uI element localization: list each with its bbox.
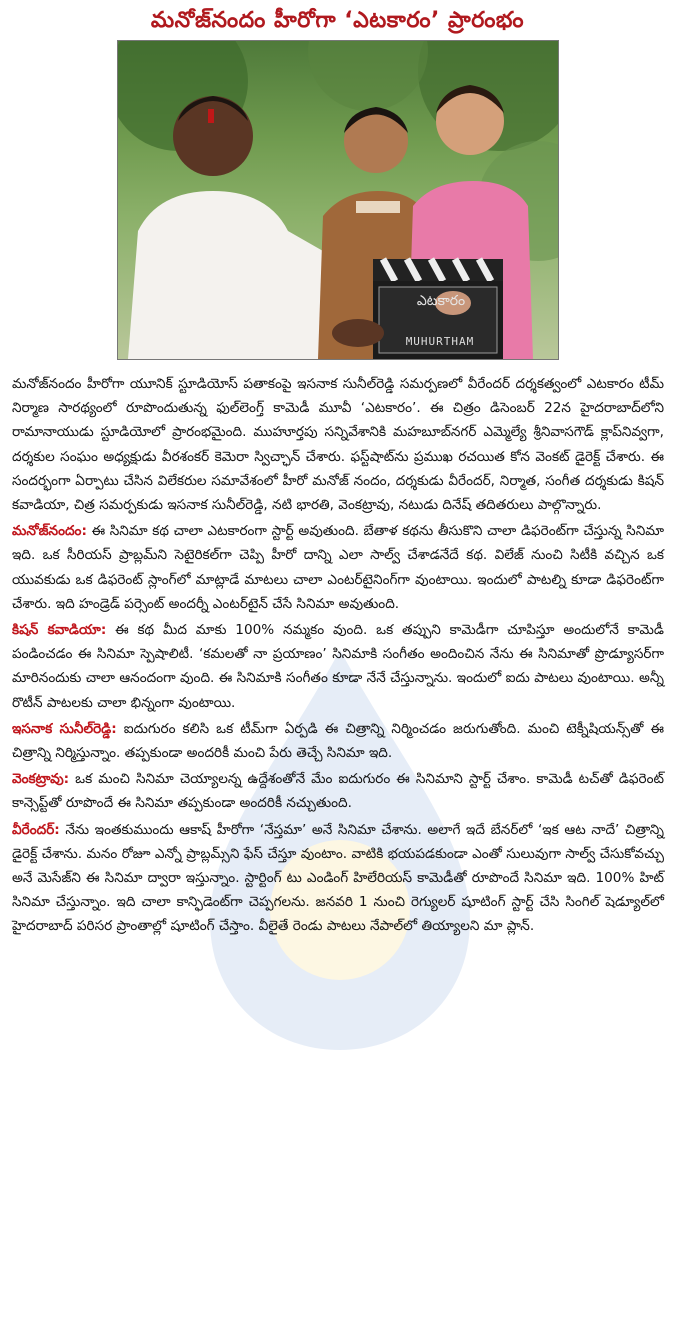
quote-paragraph (12, 767, 664, 815)
quote-text: నేను ఇంతకుముందు ఆకాష్ హీరోగా ‘నేస్తమా’ అనే సినిమా చేశాను. అలాగే ఇదే బేనర్‌లో ‘ఇక ఆట నాదే’ చిత్రాన్ని డైరెక్ట్ చేశాను. మనం రోజూ ఎన్నో ప్రాబ్లమ్స్‌ని ఫేస్ చేస్తూ వుంటాం. వాటికి భయపడకుండా ఎంతో సులువుగా సాల్వ్ చేసుకోవచ్చు అనే మెసేజ్‌ని ఈ సినిమా ద్వారా ఇస్తున్నాం. స్టార్టింగ్ టు ఎండింగ్ హిలేరియస్ కామెడీతో రూపొందే సినిమా ఇది. 100% హిట్ సినిమా చేస్తున్నాం. ఇది చాలా కాన్ఫిడెంట్‌గా చెప్పగలను. జనవరి 1 నుంచి రెగ్యులర్ షూటింగ్ స్టార్ట్ చేసి సింగిల్ షెడ్యూల్‌లో హైదరాబాద్ పరిసర ప్రాంతాల్లో షూటింగ్ చేస్తాం. వీలైతే రెండు పాటలు నేపాల్‌లో తియ్యాలని మా ప్లాన్. (12, 821, 664, 935)
quote-paragraph (12, 519, 664, 616)
speaker-name: ఇసనాక సునీల్‌రెడ్డి: (12, 720, 117, 737)
quote-text: ఒక మంచి సినిమా చెయ్యాలన్న ఉద్దేశంతోనే మేం ఐదుగురం ఈ సినిమాని స్టార్ట్ చేశాం. కామెడీ టచ్‌తో డిఫరెంట్ కాన్సెప్ట్‌తో రూపొందే ఈ సినిమా తప్పకుండా అందరికీ నచ్చుతుంది. (12, 771, 664, 812)
speaker-name: వీరేందర్: (12, 821, 60, 838)
quote-paragraph (12, 818, 664, 939)
quote-paragraph (12, 717, 664, 765)
article-headline: మనోజ్‌నందం హీరోగా ‘ఎటకారం’ ప్రారంభం (150, 8, 525, 33)
paragraph-text: మనోజ్‌నందం హీరోగా యూనిక్ స్టూడియోస్ పతాకంపై ఇసనాక సునీల్‌రెడ్డి సమర్పణలో వీరేందర్ దర్శకత్వంలో ఎటకారం టీమ్ నిర్మాణ సారథ్యంలో రూపొందుతున్న ఫుల్‌లెంగ్త్ కామెడీ మూవీ ‘ఎటకారం’. ఈ చిత్రం డిసెంబర్ 22న హైదరాబాద్‌లోని రామానాయుడు స్టూడియోలో ప్రారంభమైంది. ముహూర్తపు సన్నివేశానికి మహబూబ్‌నగర్ ఎమ్మెల్యే శ్రీనివాసగౌడ్ క్లాప్‌నివ్వగా, దర్శకుల సంఘం అధ్యక్షుడు వీరశంకర్ కెమెరా స్విచ్ఛాన్ చేశారు. ఫస్ట్‌షాట్‌ను ప్రముఖ రచయిత కోన వెంకట్ డైరెక్ట్ చేశారు. ఈ సందర్భంగా ఏర్పాటు చేసిన విలేకరుల సమావేశంలో హీరో మనోజ్ నందం, దర్శకుడు వీరేందర్, నిర్మాత, సంగీత దర్శకుడు కిషన్ కవాడియా, చిత్ర సమర్పకుడు ఇసనాక సునీల్‌రెడ్డి, నటి భారతి, వెంకట్రావు, నటుడు దినేష్ తదితరులు పాల్గొన్నారు. (12, 376, 664, 514)
event-photo (117, 40, 559, 360)
speaker-name: మనోజ్‌నందం: (12, 523, 87, 540)
clapboard-text: MUHURTHAM (405, 335, 475, 348)
quote-text: ఐదుగురం కలిసి ఒక టీమ్‌గా ఏర్పడి ఈ చిత్రాన్ని నిర్మించడం జరుగుతోంది. మంచి టెక్నీషియన్స్‌తో ఈ చిత్రాన్ని నిర్మిస్తున్నాం. తప్పకుండా అందరికీ మంచి పేరు తెచ్చే సినిమా ఇది. (12, 720, 664, 762)
quote-text: ఈ కథ మీద మాకు 100% నమ్మకం వుంది. ఒక తప్పుని కామెడీగా చూపిస్తూ అందులోనే కామెడీ పండించడం ఈ సినిమా స్పెషాలిటీ. ‘కమలతో నా ప్రయాణం’ సినిమాకి సంగీతం అందించిన నేను ఈ సినిమాతో ప్రొడ్యూసర్‌గా మారినందుకు చాలా ఆనందంగా వుంది. ఈ సినిమాకి సంగీతం కూడా నేనే చేస్తున్నాను. ఇందులో ఐదు పాటలు వుంటాయి. అన్నీ రొటీన్ పాటలకు చాలా భిన్నంగా వుంటాయి. (12, 622, 664, 711)
speaker-name: వెంకట్రావు: (12, 771, 70, 788)
clapboard-title: ఎటకారం (416, 293, 466, 309)
article-body (12, 372, 664, 941)
quote-paragraph (12, 618, 664, 715)
article-paragraph (12, 372, 664, 517)
quote-text: ఈ సినిమా కథ చాలా ఎటకారంగా స్టార్ట్ అవుతుంది. బేతాళ కథను తీసుకొని చాలా డిఫరెంట్‌గా చేస్తున్న సినిమా ఇది. ఒక సీరియస్ ప్రాబ్లమ్‌ని సెటైరికల్‌గా చెప్పి హీరో దాన్ని ఎలా సాల్వ్ చేశాడనేదే కథ. విలేజ్ నుంచి సిటీకి వచ్చిన ఒక యువకుడు ఒక డిఫరెంట్ స్లాంగ్‌లో మాట్లాడే మాటలు చాలా ఎంటర్‌టైనింగ్‌గా వుంటాయి. ఇందులో పాటల్ని కూడా డిఫరెంట్‌గా చేశారు. ఇది హండ్రెడ్ పర్సెంట్ అందర్నీ ఎంటర్‌టైన్ చేసే సినిమా అవుతుంది. (12, 523, 664, 612)
speaker-name: కిషన్ కవాడియా: (12, 622, 107, 639)
